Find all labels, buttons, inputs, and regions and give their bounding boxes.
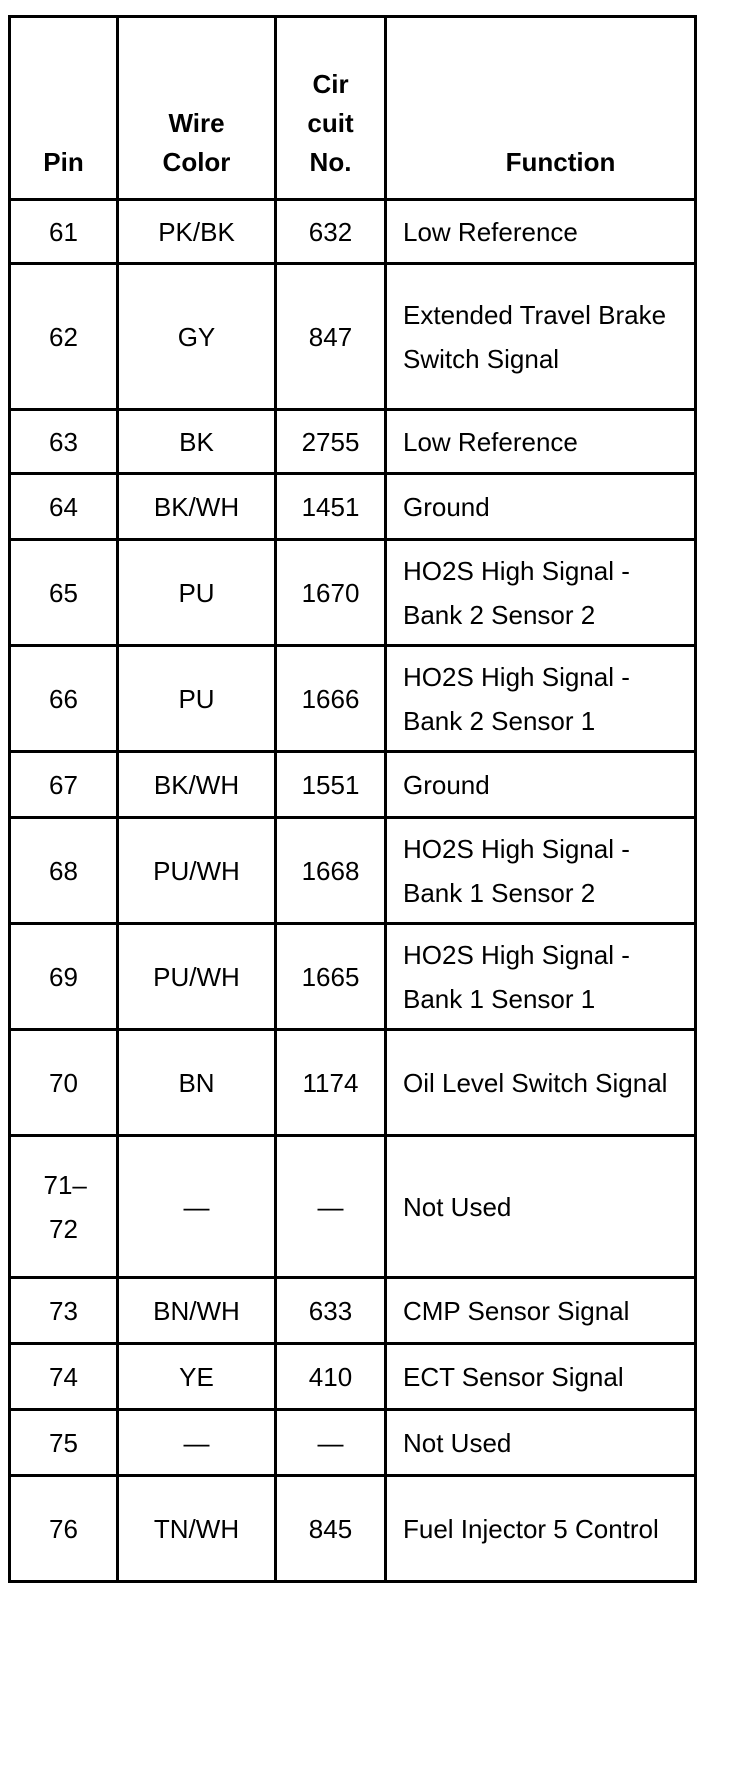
function-cell-text: Low Reference <box>403 216 578 247</box>
header-wire-color-line2: Color <box>162 147 231 177</box>
function-cell-text: HO2S High Signal - Bank 2 Sensor 2 <box>403 555 630 630</box>
pin-cell <box>10 1136 118 1278</box>
function-cell-text: Fuel Injector 5 Control <box>403 1513 659 1544</box>
function-cell-text: Low Reference <box>403 426 578 457</box>
table-row <box>10 818 696 924</box>
header-circuit-line1: Cir <box>312 69 349 99</box>
function-cell-text: Extended Travel Brake Switch Signal <box>403 299 667 374</box>
circuit-cell-text: 1666 <box>301 683 360 714</box>
function-cell-text: HO2S High Signal - Bank 2 Sensor 1 <box>403 661 630 736</box>
circuit-cell <box>276 1476 386 1582</box>
pin-cell-text: 73 <box>49 1295 78 1326</box>
wire-color-cell-text: PK/BK <box>158 216 235 247</box>
wire-color-cell-text: BK <box>179 426 214 457</box>
circuit-cell-text: 633 <box>308 1295 353 1326</box>
header-pin <box>10 17 118 200</box>
pin-cell-text: 74 <box>49 1361 78 1392</box>
pin-cell <box>10 818 118 924</box>
header-function-label: Function <box>505 147 616 177</box>
function-cell <box>386 200 696 264</box>
header-circuit-line2: cuit <box>307 108 354 138</box>
circuit-cell-text: 1665 <box>301 961 360 992</box>
wire-color-cell-text: PU/WH <box>153 961 240 992</box>
wire-color-cell <box>118 818 276 924</box>
function-cell <box>386 1030 696 1136</box>
wire-color-cell-text: BK/WH <box>153 769 240 800</box>
wire-color-cell <box>118 1030 276 1136</box>
table-row <box>10 752 696 818</box>
function-cell-text: Ground <box>403 769 490 800</box>
table-row <box>10 1278 696 1344</box>
circuit-cell <box>276 646 386 752</box>
pin-cell <box>10 1278 118 1344</box>
pin-cell <box>10 752 118 818</box>
wire-color-cell-text: PU/WH <box>153 855 240 886</box>
pin-cell <box>10 1344 118 1410</box>
circuit-cell <box>276 1344 386 1410</box>
function-cell <box>386 474 696 540</box>
table-row <box>10 1410 696 1476</box>
pin-cell-text: 71–72 <box>43 1169 87 1244</box>
circuit-cell-text: 410 <box>308 1361 353 1392</box>
function-cell-text: CMP Sensor Signal <box>403 1295 630 1326</box>
circuit-cell-text: 632 <box>308 216 353 247</box>
header-pin-label: Pin <box>43 147 84 177</box>
pin-cell-text: 64 <box>49 491 78 522</box>
circuit-cell <box>276 540 386 646</box>
function-cell <box>386 646 696 752</box>
function-cell <box>386 264 696 410</box>
wire-color-cell <box>118 264 276 410</box>
circuit-cell-text: — <box>317 1191 344 1222</box>
wire-color-cell <box>118 646 276 752</box>
function-cell <box>386 410 696 474</box>
pin-cell <box>10 924 118 1030</box>
pin-cell-text: 68 <box>49 855 78 886</box>
table-row <box>10 924 696 1030</box>
pin-cell-text: 61 <box>49 216 78 247</box>
table-row <box>10 410 696 474</box>
pin-cell-text: 76 <box>49 1513 78 1544</box>
circuit-cell <box>276 1030 386 1136</box>
circuit-cell <box>276 752 386 818</box>
wire-color-cell-text: TN/WH <box>153 1513 240 1544</box>
pin-cell <box>10 410 118 474</box>
wire-color-cell <box>118 924 276 1030</box>
table-row <box>10 474 696 540</box>
function-cell <box>386 924 696 1030</box>
wire-color-cell-text: BN/WH <box>153 1295 240 1326</box>
function-cell-text: Not Used <box>403 1427 512 1458</box>
pin-cell <box>10 264 118 410</box>
pin-cell-text: 66 <box>49 683 78 714</box>
table-row <box>10 646 696 752</box>
circuit-cell-text: 1174 <box>302 1067 359 1098</box>
wire-color-cell-text: BK/WH <box>153 491 240 522</box>
header-wire-color-line1: Wire <box>168 108 225 138</box>
table-row <box>10 1344 696 1410</box>
table-row <box>10 264 696 410</box>
table-row <box>10 1136 696 1278</box>
wire-color-cell-text: BN <box>178 1067 215 1098</box>
function-cell <box>386 1278 696 1344</box>
wire-color-cell-text: — <box>183 1427 210 1458</box>
function-cell <box>386 1476 696 1582</box>
circuit-cell-text: — <box>317 1427 344 1458</box>
function-cell <box>386 752 696 818</box>
wire-color-cell <box>118 752 276 818</box>
wire-color-cell-text: PU <box>178 577 215 608</box>
table-row <box>10 540 696 646</box>
header-function <box>386 17 696 200</box>
wire-color-cell-text: YE <box>179 1361 214 1392</box>
function-cell-text: Ground <box>403 491 490 522</box>
table-body <box>10 200 696 1582</box>
function-cell-text: HO2S High Signal - Bank 1 Sensor 2 <box>403 833 630 908</box>
wire-color-cell <box>118 1344 276 1410</box>
pin-cell-text: 75 <box>49 1427 78 1458</box>
function-cell <box>386 1136 696 1278</box>
circuit-cell <box>276 1136 386 1278</box>
circuit-cell-text: 1670 <box>301 577 360 608</box>
function-cell <box>386 1344 696 1410</box>
wire-color-cell-text: — <box>183 1191 210 1222</box>
pin-cell-text: 65 <box>49 577 78 608</box>
pin-cell <box>10 1410 118 1476</box>
pin-cell <box>10 540 118 646</box>
circuit-cell <box>276 924 386 1030</box>
table-row <box>10 1476 696 1582</box>
function-cell <box>386 540 696 646</box>
pin-cell-text: 62 <box>49 321 78 352</box>
table-row <box>10 200 696 264</box>
pin-assignment-table <box>8 15 697 1583</box>
circuit-cell-text: 1551 <box>301 769 360 800</box>
function-cell-text: ECT Sensor Signal <box>403 1361 624 1392</box>
wire-color-cell <box>118 1278 276 1344</box>
pin-cell-text: 67 <box>49 769 78 800</box>
wire-color-cell <box>118 1136 276 1278</box>
wire-color-cell-text: GY <box>177 321 216 352</box>
circuit-cell-text: 847 <box>308 321 353 352</box>
circuit-cell <box>276 410 386 474</box>
wire-color-cell <box>118 1476 276 1582</box>
wire-color-cell <box>118 410 276 474</box>
header-circuit-no <box>276 17 386 200</box>
circuit-cell-text: 1451 <box>301 491 360 522</box>
table-row <box>10 1030 696 1136</box>
function-cell <box>386 818 696 924</box>
wire-color-cell-text: PU <box>178 683 215 714</box>
wire-color-cell <box>118 200 276 264</box>
circuit-cell <box>276 264 386 410</box>
wire-color-cell <box>118 540 276 646</box>
header-row <box>10 17 696 200</box>
circuit-cell <box>276 1278 386 1344</box>
circuit-cell-text: 845 <box>308 1513 353 1544</box>
circuit-cell <box>276 200 386 264</box>
function-cell-text: Oil Level Switch Signal <box>403 1067 668 1098</box>
pin-cell <box>10 200 118 264</box>
wire-color-cell <box>118 474 276 540</box>
wire-color-cell <box>118 1410 276 1476</box>
pin-cell-text: 63 <box>49 426 78 457</box>
function-cell-text: Not Used <box>403 1191 512 1222</box>
circuit-cell <box>276 818 386 924</box>
function-cell-text: HO2S High Signal - Bank 1 Sensor 1 <box>403 939 630 1014</box>
header-circuit-line3: No. <box>309 147 352 177</box>
pin-cell <box>10 1030 118 1136</box>
table-header <box>10 17 696 200</box>
pin-cell-text: 69 <box>49 961 78 992</box>
header-wire-color <box>118 17 276 200</box>
pin-cell <box>10 1476 118 1582</box>
function-cell <box>386 1410 696 1476</box>
circuit-cell-text: 1668 <box>301 855 360 886</box>
circuit-cell <box>276 474 386 540</box>
circuit-cell <box>276 1410 386 1476</box>
pin-cell-text: 70 <box>49 1067 78 1098</box>
circuit-cell-text: 2755 <box>301 426 360 457</box>
pin-cell <box>10 474 118 540</box>
pin-cell <box>10 646 118 752</box>
